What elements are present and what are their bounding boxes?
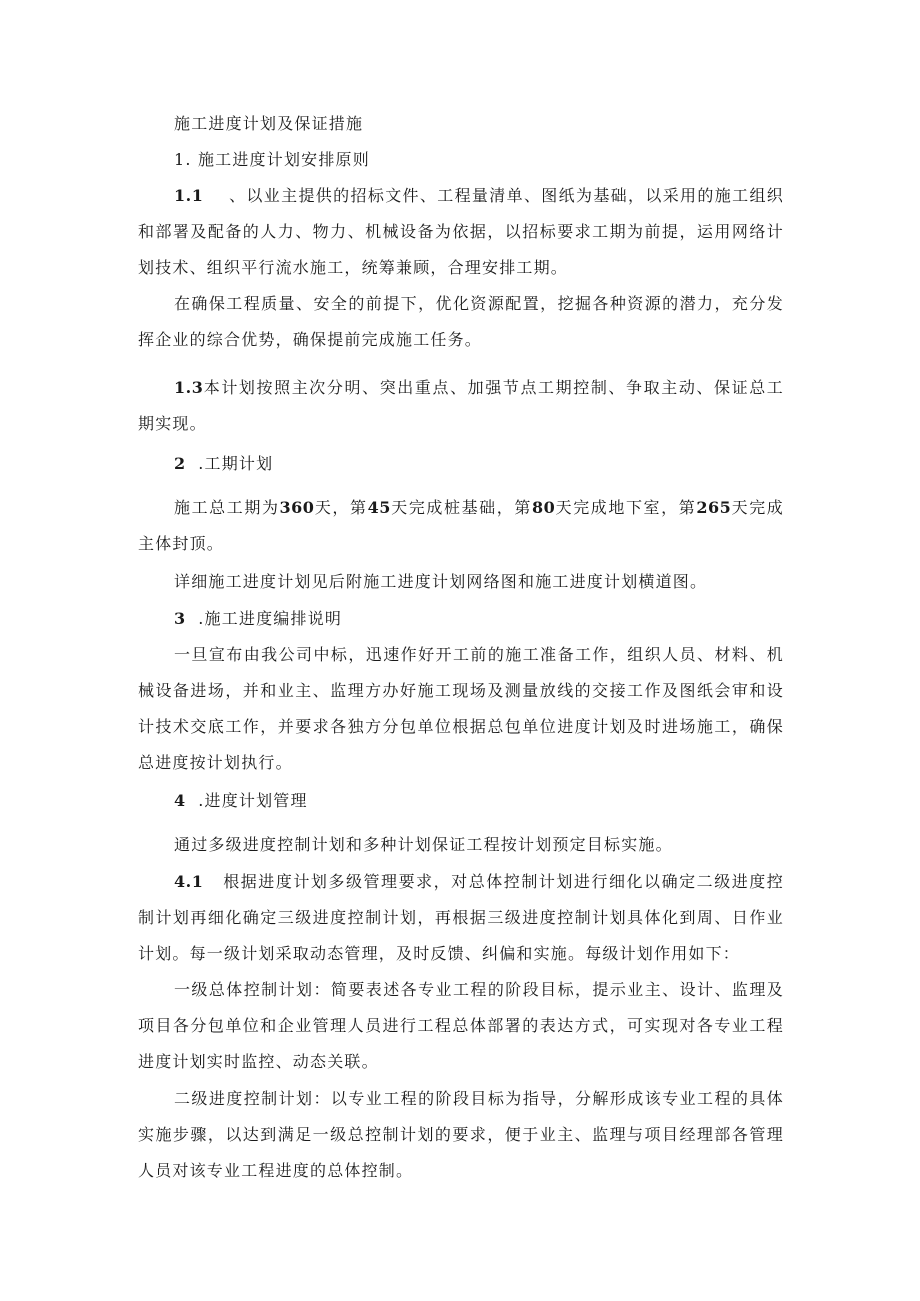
pile-foundation-day: 45 [367, 498, 391, 517]
section-1-3-number: 1.3 [174, 378, 204, 397]
level-1-plan-paragraph: 一级总体控制计划：简要表述各专业工程的阶段目标，提示业主、设计、监理及项目各分包单位和企业管理人员进行工程总体部署的表达方式，可实现对各专业工程进度计划实时监控、动态关联。 [138, 980, 784, 1071]
section-1-2-paragraph: 在确保工程质量、安全的前提下，优化资源配置，挖掘各种资源的潜力，充分发挥企业的综合优势，确保提前完成施工任务。 [138, 294, 784, 349]
section-4-number: 4 [174, 791, 186, 810]
section-2-detail-paragraph: 详细施工进度计划见后附施工进度计划网络图和施工进度计划横道图。 [174, 572, 708, 591]
section-1-3-paragraph: 1.3本计划按照主次分明、突出重点、加强节点工期控制、争取主动、保证总工期实现。 [138, 378, 784, 433]
section-4-1-paragraph: 4.1 根据进度计划多级管理要求，对总体控制计划进行细化以确定二级进度控制计划再细化确定三级进度控制计划，再根据三级进度控制计划具体化到周、日作业计划。每一级计划采取动态管理，及时反馈、纠偏和实施。每级计划作用如下： [138, 872, 785, 963]
doc-title: 施工进度计划及保证措施 [174, 114, 364, 133]
basement-day: 80 [531, 498, 556, 517]
section-1-heading: 1. 施工进度计划安排原则 [174, 150, 370, 169]
total-duration-value: 360 [279, 498, 315, 517]
section-2-heading: 2 .工期计划 [174, 454, 274, 473]
section-2-schedule-paragraph: 施工总工期为360天，第45天完成桩基础，第80天完成地下室，第265天完成主体封顶。 [138, 498, 784, 553]
section-3-heading: 3 .施工进度编排说明 [174, 609, 343, 628]
section-4-intro-paragraph: 通过多级进度控制计划和多种计划保证工程按计划预定目标实施。 [174, 835, 673, 854]
section-4-heading: 4 .进度计划管理 [174, 791, 308, 810]
section-3-number: 3 [174, 609, 186, 628]
section-1-1-number: 1.1 [174, 186, 204, 205]
level-2-plan-paragraph: 二级进度控制计划：以专业工程的阶段目标为指导，分解形成该专业工程的具体实施步骤，以达到满足一级总控制计划的要求，便于业主、监理与项目经理部各管理人员对该专业工程进度的总体控制。 [138, 1089, 784, 1180]
section-2-number: 2 [174, 454, 186, 473]
topping-out-day: 265 [696, 498, 732, 517]
section-4-1-number: 4.1 [174, 872, 204, 891]
section-1-1-paragraph: 1.1 、以业主提供的招标文件、工程量清单、图纸为基础，以采用的施工组织和部署及配备的人力、物力、机械设备为依据，以招标要求工期为前提，运用网络计划技术、组织平行流水施工，统筹兼顾，合理安排工期。 [138, 186, 784, 277]
section-3-paragraph: 一旦宣布由我公司中标，迅速作好开工前的施工准备工作，组织人员、材料、机械设备进场，并和业主、监理方办好施工现场及测量放线的交接工作及图纸会审和设计技术交底工作，并要求各独方分包单位根据总包单位进度计划及时进场施工，确保总进度按计划执行。 [138, 645, 784, 772]
